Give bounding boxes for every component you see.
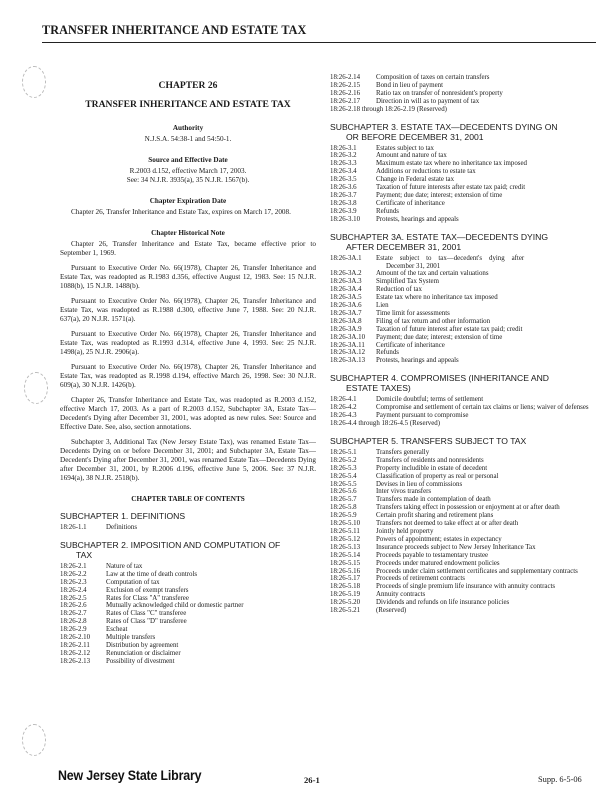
toc-entry-number: 18:26-2.6 [60, 602, 87, 610]
toc-entry-text: Composition of taxes on certain transfers [376, 74, 490, 81]
toc-entry-text: Change in Federal estate tax [376, 176, 455, 184]
toc-heading: CHAPTER TABLE OF CONTENTS [131, 495, 245, 503]
toc-entry[interactable] [330, 404, 590, 412]
subchapter-2-cont-list [330, 74, 590, 106]
toc-entry-number: 18:26-3A.8 [330, 317, 362, 325]
toc-entry-number: 18:26-2.11 [60, 641, 90, 649]
toc-entry-text-line: December 31, 2001 [386, 262, 441, 270]
toc-entry-number: 18:26-2.3 [60, 578, 87, 586]
toc-entry[interactable] [330, 575, 590, 583]
toc-entry-number: 18:26-5.19 [330, 591, 361, 599]
toc-entry-text: Renunciation or disclaimer [106, 649, 181, 657]
toc-entry[interactable] [60, 524, 316, 532]
subchapter-title-line: SUBCHAPTER 3A. ESTATE TAX—DECEDENTS DYING [330, 231, 549, 242]
toc-entry-number: 18:26-5.2 [330, 456, 357, 464]
toc-entry[interactable] [60, 563, 316, 571]
toc-entry-number: 18:26-3.4 [330, 168, 357, 176]
toc-entry-number: 18:26-3A.11 [330, 341, 365, 349]
toc-entry-text: 18:26-4.4 through 18:26-4.5 (Reserved) [330, 420, 441, 427]
toc-entry-text: Powers of appointment; estates in expectancy [376, 535, 502, 543]
toc-entry[interactable] [330, 192, 590, 200]
toc-entry-text: Proceeds under claim settlement certificates and supplementary contracts [376, 567, 578, 575]
toc-entry-number: 18:26-5.14 [330, 551, 361, 559]
subchapter-4-list [330, 396, 590, 420]
subchapter-title-line: SUBCHAPTER 3. ESTATE TAX—DECEDENTS DYING ON [330, 121, 558, 132]
toc-entry-text: Nature of tax [106, 562, 143, 570]
toc-entry-number: 18:26-3A.6 [330, 302, 362, 310]
toc-entry[interactable] [60, 618, 316, 626]
toc-entry-number: 18:26-2.12 [60, 649, 91, 657]
toc-entry[interactable] [330, 568, 590, 576]
toc-entry[interactable] [60, 642, 316, 650]
historical-paragraph: Pursuant to Executive Order No. 66(1978), Chapter 26, Transfer Inheritance and Estate Tax, was readopted as R.1988 d.300, effective June 7, 1988. See: 20 N.J.R. 637(a), 20 N.J.R. 1571(a). [60, 297, 316, 323]
toc-entry-number: 18:26-4.1 [330, 396, 357, 404]
toc-entry-text: Computation of tax [106, 578, 160, 586]
toc-entry[interactable] [330, 294, 590, 302]
toc-entry[interactable] [330, 200, 590, 208]
toc-entry-text: Simplified Tax System [376, 278, 439, 286]
toc-entry[interactable] [330, 357, 590, 365]
toc-entry-text: Compromise and settlement of certain tax claims or liens; waiver of defenses [376, 404, 589, 412]
toc-entry-text: Taxation of future interests after estate tax paid; credit [376, 184, 526, 192]
subchapter-title-line: ESTATE TAXES) [346, 383, 411, 394]
toc-entry-text: Amount and nature of tax [376, 152, 447, 160]
toc-entry-text: Transfers made in contemplation of death [376, 496, 491, 504]
toc-entry[interactable] [60, 602, 316, 610]
left-column [60, 68, 316, 666]
toc-entry[interactable] [330, 488, 590, 496]
toc-entry-text: Refunds [376, 349, 399, 357]
toc-entry-number: 18:26-5.9 [330, 512, 357, 520]
toc-entry-number: 18:26-3.8 [330, 199, 357, 207]
toc-entry-text: Estate tax where no inheritance tax imposed [376, 294, 498, 302]
supplement-date: Supp. 6-5-06 [538, 775, 582, 784]
toc-entry[interactable] [330, 560, 590, 568]
toc-entry-number: 18:26-3.10 [330, 215, 361, 223]
subchapter-title-line: SUBCHAPTER 2. IMPOSITION AND COMPUTATION OF [60, 539, 281, 550]
punch-hole-mark [22, 724, 46, 756]
toc-entry-number: 18:26-5.18 [330, 583, 361, 591]
toc-entry-number: 18:26-2.14 [330, 74, 361, 81]
toc-entry-number: 18:26-5.13 [330, 543, 361, 551]
toc-entry-text: Payment pursuant to compromise [376, 412, 469, 420]
toc-entry-text: Lien [376, 302, 389, 310]
toc-entry-number: 18:26-2.8 [60, 618, 87, 626]
toc-entry-text: Additions or reductions to estate tax [376, 168, 476, 176]
toc-entry-number: 18:26-3.5 [330, 176, 357, 184]
toc-entry-text: Reduction of tax [376, 286, 422, 294]
toc-entry-text: Devises in lieu of commissions [376, 480, 463, 488]
toc-entry[interactable] [330, 278, 590, 286]
toc-entry-text: Dividends and refunds on life insurance policies [376, 599, 510, 607]
toc-entry[interactable] [60, 626, 316, 634]
toc-entry-number: 18:26-3A.4 [330, 286, 362, 294]
toc-entry-number: 18:26-5.20 [330, 599, 361, 607]
toc-entry[interactable] [330, 168, 590, 176]
toc-entry-number: 18:26-3.3 [330, 160, 357, 168]
subchapter-3-title [330, 122, 590, 142]
toc-entry-number: 18:26-3A.12 [330, 349, 366, 357]
toc-entry-number: 18:26-3.6 [330, 184, 357, 192]
toc-entry-text: Proceeds of single premium life insurance with annuity contracts [376, 583, 556, 591]
authority-heading: Authority [172, 124, 204, 132]
toc-entry[interactable] [330, 160, 590, 168]
subchapter-2-list [60, 563, 316, 666]
subchapter-title-line: TAX [76, 549, 93, 560]
toc-entry-text: Ratio tax on transfer of nonresident's property [376, 89, 503, 97]
toc-entry[interactable] [330, 552, 590, 560]
toc-entry-text: Proceeds under matured endowment policies [376, 559, 500, 567]
subchapter-5-list [330, 449, 590, 615]
toc-entry-text: Definitions [106, 524, 138, 531]
toc-entry[interactable] [330, 145, 590, 153]
toc-entry[interactable] [330, 334, 590, 342]
toc-entry-reserved[interactable] [330, 420, 590, 428]
toc-entry[interactable] [330, 326, 590, 334]
toc-entry-number: 18:26-3.1 [330, 144, 357, 152]
chapter-title: TRANSFER INHERITANCE AND ESTATE TAX [85, 99, 291, 110]
toc-entry-text: Taxation of future interest after estate tax paid; credit [376, 325, 523, 333]
toc-entry-text: Mutually acknowledged child or domestic partner [106, 602, 244, 610]
toc-entry[interactable] [330, 74, 590, 82]
toc-entry[interactable] [330, 599, 590, 607]
toc-entry-number: 18:26-2.10 [60, 634, 91, 642]
chapter-number: CHAPTER 26 [158, 80, 218, 91]
toc-entry-number: 18:26-3A.13 [330, 357, 366, 365]
toc-entry-text: Estates subject to tax [376, 144, 434, 152]
toc-entry-number: 18:26-5.21 [330, 607, 361, 615]
historical-paragraph: Chapter 26, Transfer Inheritance and Estate Tax, was readopted as R.2003 d.152, effective March 17, 2003. As a part of R.2003 d.152, Subchapter 3A, Estate Tax—Decedent's Dying after December 31, 2001, was adopted as new rules. See: Source and Effective Date. See, also, section annotations. [60, 396, 316, 431]
subchapter-3a-list [330, 255, 590, 366]
toc-entry-number: 18:26-3A.10 [330, 333, 366, 341]
toc-entry-number: 18:26-4.2 [330, 404, 357, 412]
subchapter-4-title [330, 373, 590, 393]
toc-entry-text: Property includible in estate of decedent [376, 464, 488, 472]
toc-entry[interactable] [330, 82, 590, 90]
subchapter-title-line: AFTER DECEMBER 31, 2001 [346, 241, 462, 252]
toc-entry-text: Transfers taking effect in possession or enjoyment at or after death [376, 504, 560, 512]
historical-paragraph: Subchapter 3, Additional Tax (New Jersey Estate Tax), was renamed Estate Tax—Decedents Dying on or before December 31, 2001; and Subchapter 3A, Estate Tax—Decedent's Dying after December 31, 2001, was renamed Estate Tax—Decedents Dying after December 31, 2001, by R.2006 d.196, effective June 5, 2006. See: 37 N.J.R. 1694(a), 38 N.J.R. 2518(b). [60, 438, 316, 482]
subchapter-title-line: OR BEFORE DECEMBER 31, 2001 [346, 131, 484, 142]
toc-entry-text: Rates of Class "D" transferee [106, 618, 187, 626]
toc-entry[interactable] [60, 587, 316, 595]
toc-entry-number: 18:26-2.4 [60, 586, 87, 594]
toc-entry-number: 18:26-1.1 [60, 524, 87, 531]
toc-entry-number: 18:26-2.5 [60, 594, 87, 602]
toc-entry-text: Certificate of inheritance [376, 341, 445, 349]
toc-entry[interactable] [330, 520, 590, 528]
toc-entry[interactable] [330, 457, 590, 465]
toc-entry[interactable] [330, 208, 590, 216]
toc-entry-text [376, 255, 590, 271]
toc-entry-text: (Reserved) [376, 607, 407, 615]
toc-entry-number: 18:26-5.16 [330, 567, 361, 575]
toc-entry-number: 18:26-3A.7 [330, 309, 362, 317]
toc-entry-number: 18:26-2.15 [330, 81, 361, 89]
toc-entry-number: 18:26-5.5 [330, 480, 357, 488]
subchapter-1-title: SUBCHAPTER 1. DEFINITIONS [60, 511, 186, 521]
toc-entry[interactable] [330, 473, 590, 481]
toc-entry-number: 18:26-4.3 [330, 412, 357, 420]
toc-entry-text: Domicile doubtful; terms of settlement [376, 396, 484, 404]
toc-entry[interactable] [330, 481, 590, 489]
toc-entry-text: Filing of tax return and other information [376, 317, 491, 325]
toc-entry[interactable] [330, 98, 590, 106]
toc-entry-reserved[interactable] [330, 106, 590, 114]
toc-entry-text: Proceeds of retirement contracts [376, 575, 465, 583]
toc-entry-text: Maximum estate tax where no inheritance tax imposed [376, 160, 527, 168]
toc-entry-number: 18:26-5.17 [330, 575, 361, 583]
toc-entry-number: 18:26-5.10 [330, 520, 361, 528]
toc-entry[interactable] [330, 302, 590, 310]
toc-entry[interactable] [330, 412, 590, 420]
running-header: TRANSFER INHERITANCE AND ESTATE TAX [42, 23, 307, 37]
toc-entry[interactable] [330, 583, 590, 591]
toc-entry-number: 18:26-2.17 [330, 97, 361, 105]
toc-entry[interactable] [330, 90, 590, 98]
expiration-heading: Chapter Expiration Date [149, 197, 227, 205]
toc-entry-number: 18:26-3.9 [330, 207, 357, 215]
toc-entry[interactable] [330, 496, 590, 504]
toc-entry-number: 18:26-3A.9 [330, 325, 362, 333]
toc-entry[interactable] [330, 591, 590, 599]
toc-entry[interactable] [330, 528, 590, 536]
toc-entry-number: 18:26-2.9 [60, 626, 87, 634]
subchapter-3a-title [330, 232, 590, 252]
subchapter-2-title [60, 540, 316, 560]
toc-entry[interactable] [60, 658, 316, 666]
toc-entry[interactable] [330, 342, 590, 350]
toc-entry-text: Possibility of divestment [106, 657, 175, 665]
toc-entry-number: 18:26-5.15 [330, 559, 361, 567]
toc-entry-text: Rates for Class "A" transferee [106, 594, 189, 602]
toc-entry-text: Payment; due date; interest; extension of time [376, 333, 503, 341]
toc-entry[interactable] [330, 176, 590, 184]
historical-paragraph: Chapter 26, Transfer Inheritance and Estate Tax, became effective prior to September 1, 1969. [60, 240, 316, 257]
toc-entry-number: 18:26-3A.3 [330, 278, 362, 286]
toc-entry[interactable] [330, 504, 590, 512]
toc-entry-text: Time limit for assessments [376, 309, 450, 317]
toc-entry[interactable] [330, 152, 590, 160]
punch-hole-mark [22, 66, 46, 98]
toc-entry[interactable] [60, 571, 316, 579]
toc-entry-number: 18:26-5.11 [330, 527, 360, 535]
toc-entry-text: Jointly held property [376, 527, 434, 535]
authority-text: N.J.S.A. 54:38-1 and 54:50-1. [144, 135, 232, 143]
toc-entry-number: 18:26-3A.5 [330, 294, 362, 302]
toc-entry[interactable] [330, 544, 590, 552]
page-number: 26-1 [304, 775, 320, 785]
toc-entry[interactable] [330, 286, 590, 294]
toc-entry[interactable] [330, 465, 590, 473]
toc-entry-number: 18:26-5.8 [330, 504, 357, 512]
toc-entry-number: 18:26-3A.1 [330, 254, 362, 262]
right-column [330, 74, 590, 615]
toc-entry[interactable] [330, 536, 590, 544]
subchapter-3-list [330, 145, 590, 224]
toc-entry[interactable] [60, 634, 316, 642]
toc-entry[interactable] [60, 579, 316, 587]
toc-entry-text: Certain profit sharing and retirement plans [376, 512, 494, 520]
expiration-text: Chapter 26, Transfer Inheritance and Estate Tax, expires on March 17, 2008. [71, 208, 291, 216]
toc-entry-text: Exclusion of exempt transfers [106, 586, 189, 594]
toc-entry-text: Rates of Class "C" transferee [106, 610, 187, 618]
toc-entry[interactable] [60, 595, 316, 603]
toc-entry-text: Distribution by agreement [106, 641, 179, 649]
toc-entry-number: 18:26-2.13 [60, 657, 91, 665]
toc-entry-text: Transfers generally [376, 448, 430, 456]
source-heading: Source and Effective Date [148, 156, 228, 164]
historical-paragraph: Pursuant to Executive Order No. 66(1978), Chapter 26, Transfer Inheritance and Estate Tax, was readopted as R.1998 d.194, effective March 26, 1998. See: 30 N.J.R. 609(a), 30 N.J.R. 1426(b). [60, 363, 316, 389]
toc-entry-number: 18:26-5.6 [330, 488, 357, 496]
toc-entry-text: Law at the time of death controls [106, 570, 198, 578]
source-line: See: 34 N.J.R. 3935(a), 35 N.J.R. 1567(b). [126, 176, 250, 184]
library-logo: New Jersey State Library [58, 768, 202, 783]
toc-entry-text: Multiple transfers [106, 634, 156, 642]
toc-entry[interactable] [330, 318, 590, 326]
toc-entry-text: Payment; due date; interest; extension of time [376, 191, 503, 199]
toc-entry-text: Escheat [106, 626, 128, 634]
toc-entry[interactable] [330, 607, 590, 615]
historical-paragraph: Pursuant to Executive Order No. 66(1978), Chapter 26, Transfer Inheritance and Estate Tax, was readopted as R.1983 d.356, effective August 12, 1983. See: 15 N.J.R. 1088(b), 15 N.J.R. 1488(b). [60, 264, 316, 290]
toc-entry-text: Amount of the tax and certain valuations [376, 270, 489, 278]
subchapter-3a-rest [330, 270, 590, 365]
toc-entry[interactable] [330, 255, 590, 271]
toc-entry-number: 18:26-3A.2 [330, 270, 362, 278]
toc-entry-text: Direction in will as to payment of tax [376, 97, 480, 105]
toc-entry[interactable] [330, 310, 590, 318]
toc-entry-text: Transfers not deemed to take effect at or after death [376, 520, 519, 528]
toc-entry[interactable] [330, 349, 590, 357]
toc-entry[interactable] [60, 650, 316, 658]
toc-entry-text: Refunds [376, 207, 399, 215]
toc-entry-text: Certificate of inheritance [376, 199, 445, 207]
toc-entry-text: Proceeds payable to testamentary trustee [376, 551, 489, 559]
punch-hole-mark [24, 372, 48, 404]
toc-entry-number: 18:26-2.7 [60, 610, 87, 618]
toc-entry-number: 18:26-5.1 [330, 448, 357, 456]
toc-entry[interactable] [330, 270, 590, 278]
toc-entry-text: Insurance proceeds subject to New Jersey Inheritance Tax [376, 543, 536, 551]
toc-entry-number: 18:26-2.1 [60, 562, 87, 570]
subchapter-5-title: SUBCHAPTER 5. TRANSFERS SUBJECT TO TAX [330, 435, 527, 446]
toc-entry-number: 18:26-2.16 [330, 89, 361, 97]
toc-entry-number: 18:26-3.2 [330, 152, 357, 160]
toc-entry-number: 18:26-2.2 [60, 570, 87, 578]
toc-entry-text: Transfers of residents and nonresidents [376, 456, 484, 464]
toc-entry[interactable] [330, 216, 590, 224]
toc-entry-text: Annuity contracts [376, 591, 426, 599]
toc-entry-number: 18:26-5.7 [330, 496, 357, 504]
header-rule [42, 42, 596, 43]
historical-paragraph: Pursuant to Executive Order No. 66(1978), Chapter 26, Transfer Inheritance and Estate Tax, was readopted as R.1993 d.314, effective June 4, 1993. See: 25 N.J.R. 1498(a), 25 N.J.R. 2906(a). [60, 330, 316, 356]
toc-entry-text: 18:26-2.18 through 18:26-2.19 (Reserved) [330, 105, 447, 113]
toc-entry-text: Protests, hearings and appeals [376, 357, 459, 365]
toc-entry-number: 18:26-3.7 [330, 191, 357, 199]
toc-entry[interactable] [330, 396, 590, 404]
toc-entry[interactable] [330, 184, 590, 192]
toc-entry[interactable] [60, 610, 316, 618]
subchapter-title-line: SUBCHAPTER 4. COMPROMISES (INHERITANCE AND [330, 373, 550, 384]
toc-entry[interactable] [330, 512, 590, 520]
toc-entry-number: 18:26-5.4 [330, 472, 357, 480]
toc-entry[interactable] [330, 449, 590, 457]
toc-entry-text: Classification of property as real or personal [376, 472, 499, 480]
toc-entry-text: Inter vivos transfers [376, 488, 432, 496]
toc-entry-number: 18:26-5.12 [330, 535, 361, 543]
toc-entry-text-line: Estate subject to tax—decedent's dying after [376, 254, 525, 262]
subchapter-1-list [60, 524, 316, 532]
toc-entry-text: Bond in lieu of payment [376, 81, 443, 89]
historical-heading: Chapter Historical Note [151, 229, 225, 237]
source-line: R.2003 d.152, effective March 17, 2003. [129, 167, 247, 175]
toc-entry-number: 18:26-5.3 [330, 464, 357, 472]
toc-entry-text: Protests, hearings and appeals [376, 215, 459, 223]
